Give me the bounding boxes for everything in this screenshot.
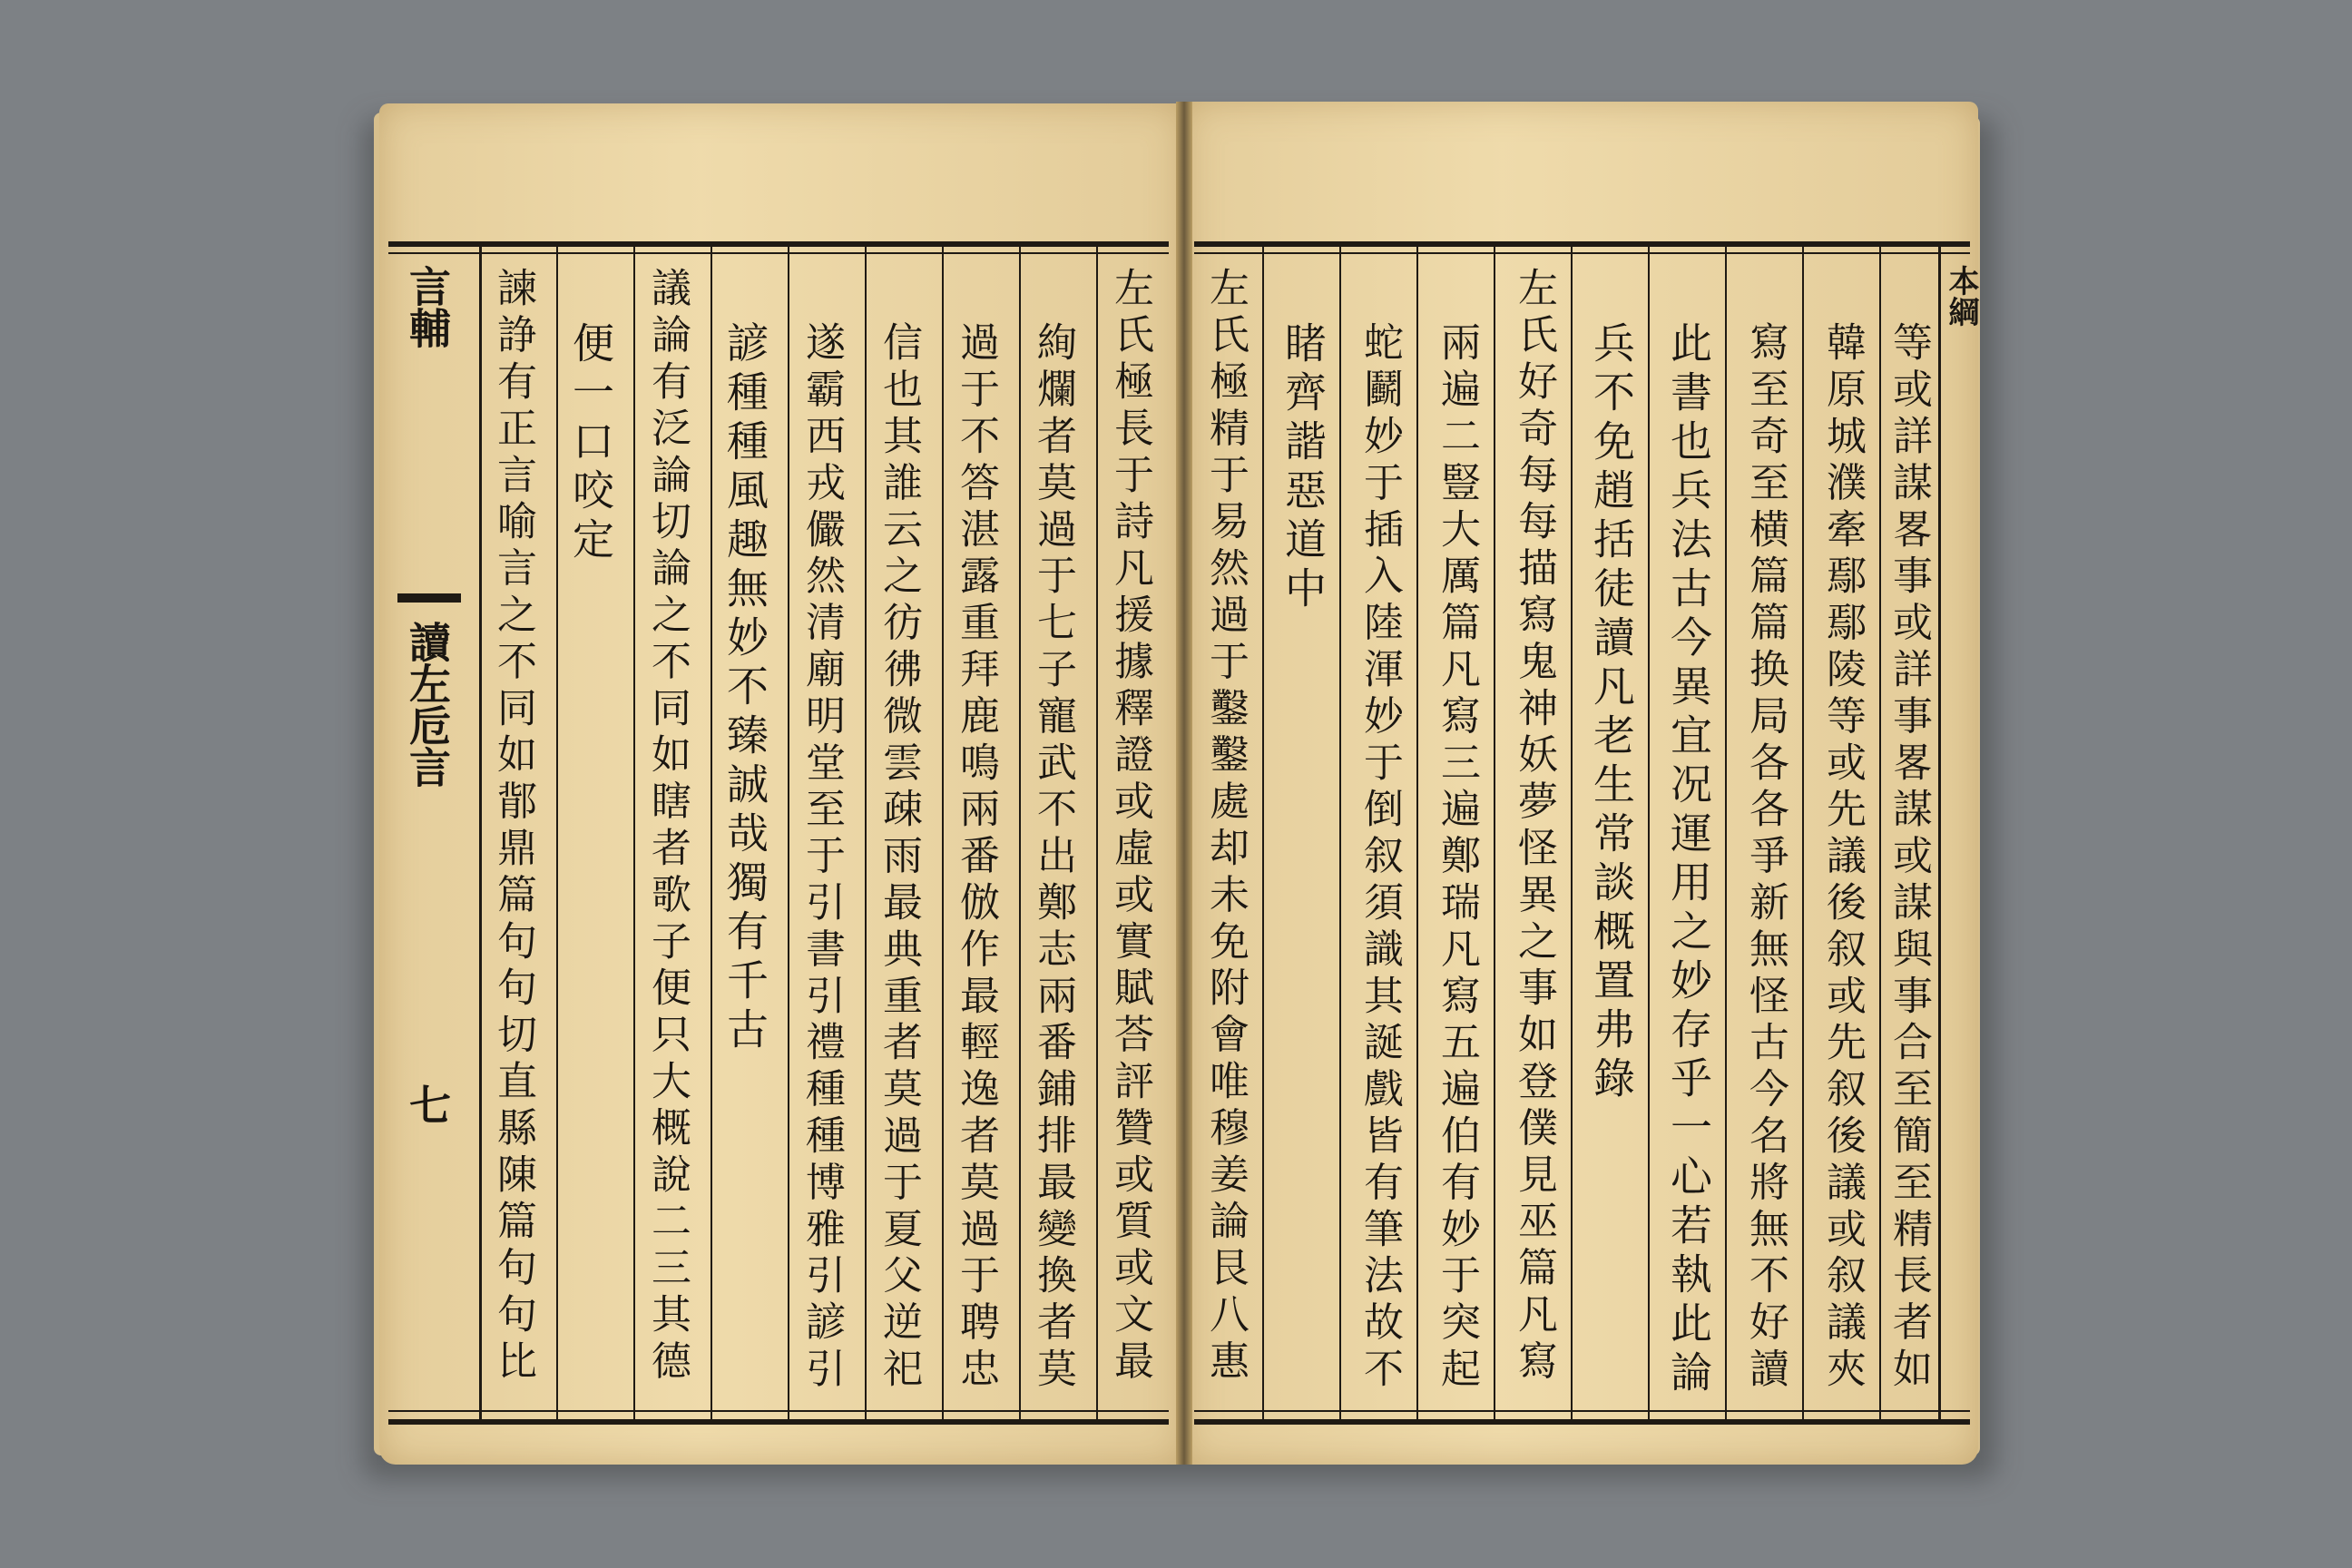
fold-top-text: 言輔 <box>403 265 452 348</box>
fish-tail-mark <box>397 593 461 603</box>
text-column-3: 議論有泛論切論之不同如瞎者歌子便只大概說二三其德 <box>644 267 691 1387</box>
right-bottom-rule-thin <box>1194 1410 1970 1412</box>
page-number: 七 <box>403 1083 452 1125</box>
right-divider <box>1879 247 1881 1419</box>
text-column-r1: 左氏極精于易然過于鑿鑿處却未免附會唯穆姜論艮八惠 <box>1202 267 1249 1387</box>
text-column-2: 便一口咬定 <box>566 321 615 566</box>
text-column-1: 諫諍有正言喻言之不同如鄁鼎篇句句切直縣陳篇句句比 <box>490 267 536 1387</box>
text-column-r8: 寫至奇至横篇篇换局各各爭新無怪古今名將無不好讀 <box>1742 321 1788 1395</box>
right-divider <box>1571 247 1573 1419</box>
book-gutter <box>1176 102 1192 1465</box>
right-bottom-rule <box>1194 1419 1970 1425</box>
text-column-r4: 兩遍二豎大厲篇凡寫三遍鄭瑞凡寫五遍伯有妙于突起 <box>1434 321 1480 1395</box>
right-divider <box>1648 247 1650 1419</box>
text-column-r5: 左氏好奇每每描寫鬼神妖夢怪異之事如登僕見巫篇凡寫 <box>1511 267 1557 1387</box>
left-divider <box>556 247 558 1419</box>
text-column-r10: 等或詳謀畧事或詳事畧謀或謀與事合至簡至精長者如 <box>1886 321 1932 1395</box>
right-page <box>1185 102 1978 1465</box>
text-column-r9: 韓原城濮牽鄢鄢陵等或先議後叙或先叙後議或叙議夾 <box>1819 321 1866 1395</box>
left-bottom-rule <box>388 1419 1169 1425</box>
left-top-rule <box>388 241 1169 247</box>
text-column-9: 左氏極長于詩凡援據釋證或虛或實賦荅評贊或質或文最 <box>1107 267 1153 1387</box>
left-top-rule-thin <box>388 252 1169 254</box>
left-divider <box>633 247 635 1419</box>
left-divider <box>1096 247 1098 1419</box>
text-column-r7: 此書也兵法古今異宜况運用之妙存乎一心若執此論 <box>1664 321 1713 1399</box>
text-column-5: 遂霸西戎儼然清廟明堂至于引書引禮種種博雅引諺引 <box>799 321 845 1395</box>
text-column-r2: 睹齊諧惡道中 <box>1279 321 1328 615</box>
text-column-8: 絢爛者莫過于七子寵武不出鄭志兩番鋪排最變換者莫 <box>1030 321 1076 1395</box>
left-divider <box>942 247 944 1419</box>
text-column-r6: 兵不免趙括徒讀凡老生常談概置弗錄 <box>1587 321 1636 1105</box>
right-divider <box>1938 247 1941 1419</box>
left-divider <box>479 247 482 1419</box>
right-divider <box>1725 247 1727 1419</box>
left-page <box>379 103 1183 1465</box>
book-title: 讀左卮言 <box>403 621 452 788</box>
right-fold-label: 本綱 <box>1943 265 1979 327</box>
right-top-rule <box>1194 241 1970 247</box>
text-column-6: 信也其誰云之彷彿微雲疎雨最典重者莫過于夏父逆祀 <box>876 321 922 1395</box>
right-divider <box>1494 247 1495 1419</box>
text-column-7: 過于不答湛露重拜鹿鳴兩番倣作最輕逸者莫過于聘忠 <box>953 321 999 1395</box>
left-divider <box>1019 247 1021 1419</box>
left-divider <box>865 247 867 1419</box>
left-bottom-rule-thin <box>388 1410 1169 1412</box>
right-top-rule-thin <box>1194 252 1970 254</box>
right-divider <box>1339 247 1341 1419</box>
right-divider <box>1802 247 1804 1419</box>
right-divider <box>1416 247 1418 1419</box>
right-divider <box>1262 247 1264 1419</box>
text-column-r3: 蛇鬬妙于插入陸渾妙于倒叙須識其誕戲皆有筆法故不 <box>1357 321 1403 1395</box>
left-divider <box>710 247 712 1419</box>
text-column-4: 諺種種風趣無妙不臻誠哉獨有千古 <box>720 321 769 1056</box>
left-divider <box>788 247 789 1419</box>
